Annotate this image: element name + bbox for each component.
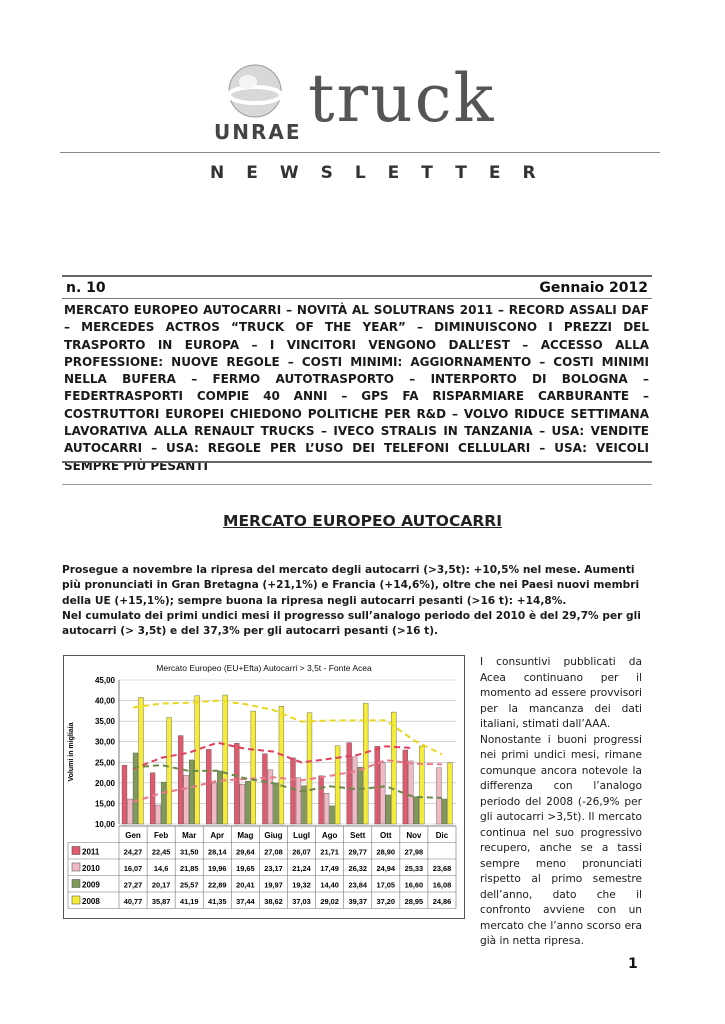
- category-label: Giug: [264, 831, 283, 840]
- data-label: 21,24: [292, 864, 311, 873]
- data-label: 16,08: [432, 880, 452, 890]
- y-tick-label: 15,00: [94, 799, 115, 809]
- category-label: Lugl: [293, 831, 310, 840]
- data-label: 20,41: [236, 880, 255, 890]
- data-label: 21,85: [179, 864, 199, 873]
- data-label: 27,98: [404, 847, 424, 857]
- bar-2009: [414, 797, 419, 824]
- page-number: 1: [628, 956, 638, 972]
- legend-label-2010: 2010: [82, 864, 100, 873]
- data-label: 28,14: [208, 847, 227, 857]
- data-label: 26,07: [292, 847, 311, 857]
- category-label: Feb: [154, 831, 169, 840]
- data-label: 31,50: [179, 847, 199, 857]
- side-commentary: [480, 655, 642, 950]
- issue-number: n. 10: [66, 280, 106, 296]
- data-label: 24,94: [376, 864, 396, 873]
- section-title: MERCATO EUROPEO AUTOCARRI: [223, 512, 502, 530]
- bar-2009: [161, 782, 166, 824]
- legend-label-2011: 2011: [82, 847, 100, 857]
- data-label: 24,27: [123, 847, 143, 857]
- data-label: 35,87: [151, 897, 171, 906]
- data-label: 38,62: [264, 897, 283, 906]
- bar-2009: [330, 806, 335, 824]
- intro-paragraph-1: Prosegue a novembre la ripresa del mercato degli autocarri (>3,5t): +10,5% nel mese. Aumenti più pronunciati in Gran Bretagna (+21,1%) e Francia (+14,6%), oltre che nei Paesi nuovi membri della UE (+15,1%); sempre buona la ripresa negli autocarri pesanti (>16 t): +14,8%.: [62, 564, 640, 607]
- chart-title: Mercato Europeo (EU+Efta) Autocarri > 3,5t - Fonte Acea: [156, 663, 372, 673]
- bar-2009: [189, 760, 194, 824]
- bar-2009: [273, 783, 278, 824]
- y-tick-label: 30,00: [94, 737, 115, 747]
- data-label: 28,95: [404, 897, 424, 906]
- bar-2009: [245, 781, 250, 824]
- category-label: Ago: [321, 831, 338, 840]
- bar-2011: [234, 743, 239, 824]
- bar-2008: [447, 763, 452, 824]
- unrae-globe-logo: [226, 62, 284, 120]
- data-label: 27,27: [123, 880, 143, 890]
- data-label: 16,07: [123, 864, 143, 873]
- y-tick-label: 35,00: [94, 717, 115, 727]
- logo-unrae-text: UNRAE: [214, 120, 302, 144]
- data-label: 29,02: [320, 897, 339, 906]
- data-label: 25,57: [179, 880, 199, 890]
- data-label: 17,05: [376, 880, 396, 890]
- data-label: 41,35: [208, 897, 227, 906]
- bar-2011: [122, 765, 127, 824]
- category-label: Sett: [350, 831, 366, 840]
- data-label: 19,65: [236, 864, 255, 873]
- legend-swatch-2008: [72, 896, 80, 904]
- data-label: 37,20: [376, 897, 396, 906]
- bar-2008: [251, 711, 256, 824]
- category-label: Ott: [380, 831, 392, 840]
- intro-text: [62, 563, 646, 639]
- y-tick-label: 40,00: [94, 696, 115, 706]
- intro-paragraph-2: Nel cumulato dei primi undici mesi il progresso sull’analogo periodo del 2010 è del 29,7% per gli autocarri (> 3,5t) e del 37,3% per gli autocarri pesanti (>16 t).: [62, 609, 641, 638]
- data-label: 22,45: [151, 847, 171, 857]
- bar-2011: [178, 736, 183, 824]
- bar-2011: [291, 758, 296, 824]
- bar-2008: [167, 718, 172, 824]
- data-label: 19,32: [292, 880, 311, 890]
- bar-2009: [442, 799, 447, 824]
- category-label: Mag: [237, 831, 254, 840]
- bar-2008: [223, 695, 228, 824]
- bar-2008: [279, 706, 284, 824]
- data-label: 23,68: [432, 864, 452, 873]
- category-label: Mar: [182, 831, 197, 840]
- data-label: 14,40: [320, 880, 339, 890]
- bar-2010: [156, 805, 161, 824]
- data-label: 37,44: [236, 897, 255, 906]
- legend-label-2009: 2009: [82, 880, 100, 890]
- bar-2011: [403, 750, 408, 824]
- bar-2010: [296, 778, 301, 824]
- bar-2011: [319, 776, 324, 824]
- bar-2009: [358, 767, 363, 824]
- side-paragraph-2: Nonostante i buoni progressi nei primi undici mesi, rimane comunque ancora notevole la differenza con l’analogo periodo del 2008 (-26,9% per gli autocarri >3,5t). Il mercato continua nel suo progressivo recupero, anche se a tassi sempre meno pronunciati rispetto al primo semestre dell’anno, dato che il confronto avviene con un mercato che l’anno scorso era già in netta ripresa.: [480, 733, 642, 947]
- chart-svg: [64, 656, 464, 918]
- issue-top-rule: [62, 275, 652, 277]
- category-label: Gen: [125, 831, 141, 840]
- legend-swatch-2010: [72, 863, 80, 871]
- contents-summary: MERCATO EUROPEO AUTOCARRI – NOVITÀ AL SOLUTRANS 2011 – RECORD ASSALI DAF – MERCEDES ACTROS “TRUCK OF THE YEAR” – DIMINUISCONO I PREZZI DEL TRASPORTO IN EUROPA – I VINCITORI VENGONO DALL’EST – ACCESSO ALLA PROFESSIONE: NUOVE REGOLE – COSTI MINIMI: AGGIORNAMENTO – COSTI MINIMI NELLA BUFERA – FERMO AUTOTRASPORTO – INTERPORTO DI BOLOGNA – FEDERTRASPORTI COMPIE 40 ANNI – GPS FA RISPARMIARE CARBURANTE – COSTRUTTORI EUROPEI CHIEDONO POLITICHE PER R&D – VOLVO RIDUCE SETTIMANA LAVORATIVA ALLA RENAULT TRUCKS – IVECO STRALIS IN TANZANIA – USA: VENDITE AUTOCARRI – USA: REGOLE PER L’USO DEI TELEFONI CELLULARI – USA: VEICOLI SEMPRE PIÙ PESANTI: [64, 303, 649, 473]
- data-label: 39,37: [348, 897, 367, 906]
- legend-swatch-2011: [72, 847, 80, 855]
- summary-rule-thin: [62, 484, 652, 485]
- bar-2011: [375, 746, 380, 824]
- bar-2010: [324, 793, 329, 824]
- data-label: 41,19: [179, 897, 199, 906]
- data-label: 28,90: [376, 847, 396, 857]
- issue-date: Gennaio 2012: [539, 280, 648, 296]
- data-label: 19,97: [264, 880, 283, 890]
- data-label: 23,84: [348, 880, 367, 890]
- bar-2008: [391, 712, 396, 824]
- bar-2008: [139, 697, 144, 824]
- y-tick-label: 20,00: [94, 778, 115, 788]
- y-tick-label: 25,00: [94, 758, 115, 768]
- side-paragraph-1: I consuntivi pubblicati da Acea continuano per il momento ad essere provvisori per la mancanza dei dati italiani, stimati dall’AAA.: [480, 656, 642, 730]
- bar-2009: [217, 771, 222, 824]
- data-label: 25,33: [404, 864, 424, 873]
- data-label: 26,32: [348, 864, 367, 873]
- bar-2010: [436, 768, 441, 824]
- bar-2010: [408, 761, 413, 824]
- data-label: 21,71: [320, 847, 339, 857]
- data-label: 29,77: [348, 847, 367, 857]
- category-label: Nov: [406, 831, 422, 840]
- category-label: Apr: [210, 831, 225, 840]
- data-label: 16,60: [404, 880, 424, 890]
- legend-swatch-2009: [72, 880, 80, 888]
- bar-2008: [307, 713, 312, 824]
- data-label: 19,96: [208, 864, 227, 873]
- chart-ylabel: Volumi in migliaia: [68, 722, 75, 782]
- data-label: 24,86: [432, 897, 452, 906]
- bar-2011: [206, 749, 211, 824]
- data-label: 23,17: [264, 864, 283, 873]
- bar-2008: [419, 746, 424, 824]
- bar-2010: [184, 775, 189, 824]
- newsletter-label: NEWSLETTER: [210, 163, 558, 183]
- bar-2011: [262, 754, 267, 824]
- data-label: 37,03: [292, 897, 311, 906]
- summary-rule: [62, 461, 652, 463]
- category-label: Dic: [435, 831, 449, 840]
- data-label: 17,49: [320, 864, 339, 873]
- data-label: 27,08: [264, 847, 283, 857]
- legend-label-2008: 2008: [82, 897, 100, 906]
- data-label: 20,17: [151, 880, 171, 890]
- data-label: 40,77: [123, 897, 143, 906]
- bar-2010: [240, 784, 245, 824]
- bar-2010: [352, 757, 357, 824]
- bar-2009: [386, 795, 391, 824]
- header-divider: [60, 152, 660, 153]
- bar-2010: [128, 799, 133, 824]
- bar-2011: [150, 773, 155, 824]
- data-label: 29,64: [236, 847, 255, 857]
- bar-2010: [380, 763, 385, 824]
- bar-2009: [133, 753, 138, 824]
- issue-bottom-rule: [62, 298, 652, 299]
- bar-2008: [195, 696, 200, 824]
- y-tick-label: 45,00: [94, 676, 115, 685]
- data-label: 22,89: [208, 880, 227, 890]
- data-label: 14,6: [153, 864, 169, 873]
- bar-2010: [212, 783, 217, 824]
- market-chart: [63, 655, 465, 919]
- y-tick-label: 10,00: [94, 820, 115, 829]
- logo-truck-text: truck: [308, 60, 496, 137]
